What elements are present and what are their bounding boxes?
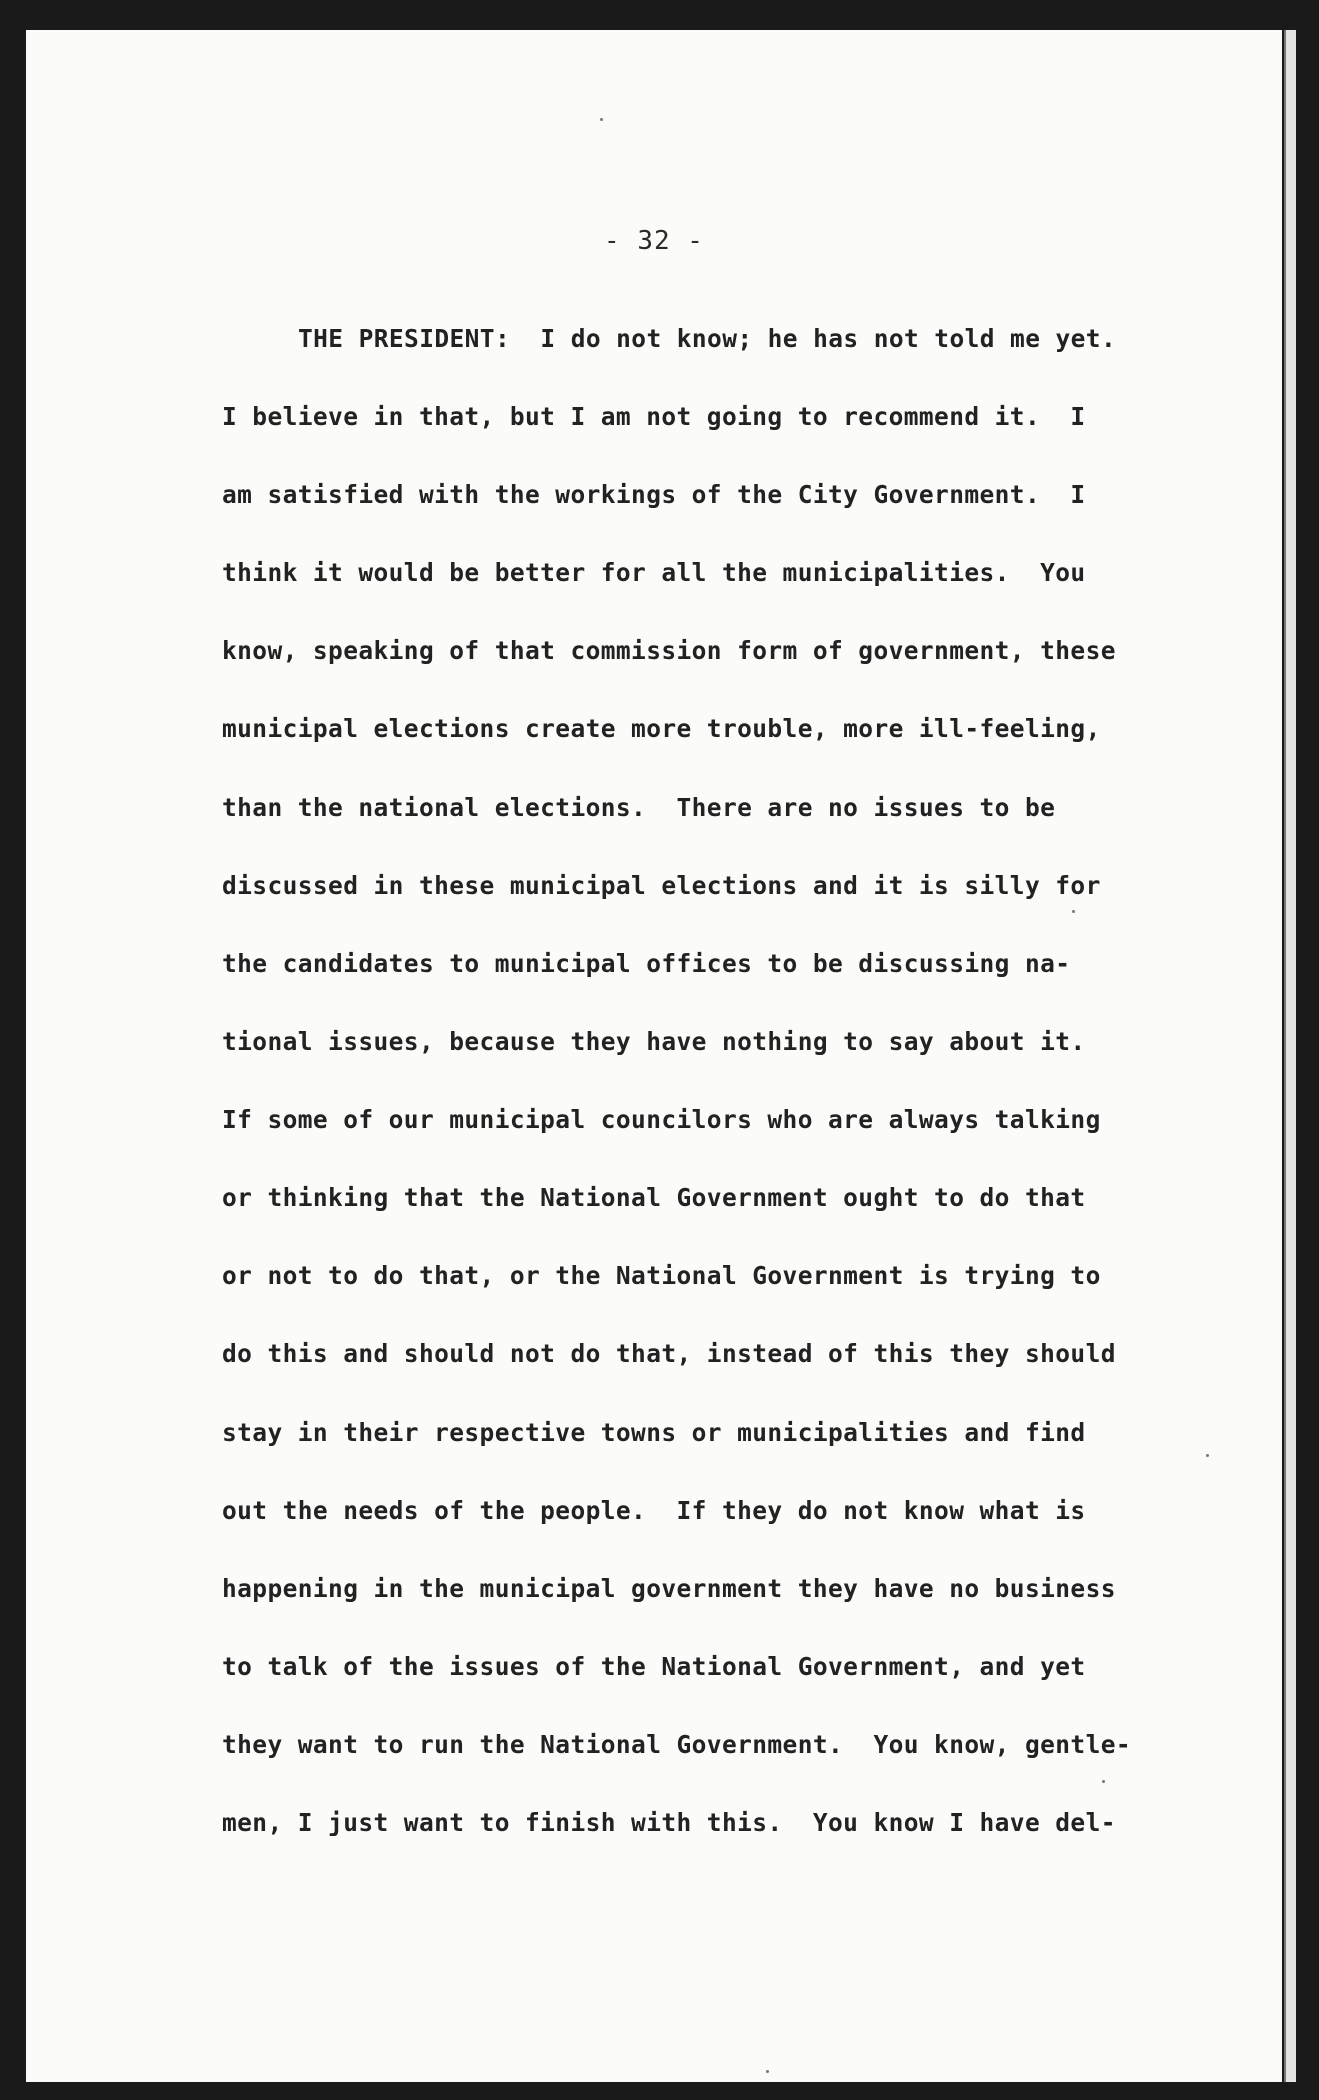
- text-line: am satisfied with the workings of the City Government. I: [222, 480, 1086, 509]
- text-line: know, speaking of that commission form of government, these: [222, 636, 1116, 665]
- paper-speck: [1072, 910, 1075, 913]
- text-line: out the needs of the people. If they do not know what is: [222, 1496, 1086, 1525]
- text-line: municipal elections create more trouble, more ill-feeling,: [222, 714, 1101, 743]
- text-line: to talk of the issues of the National Government, and yet: [222, 1652, 1086, 1681]
- text-line: happening in the municipal government they have no business: [222, 1574, 1116, 1603]
- paper-speck: [1102, 1780, 1105, 1783]
- page-edge: [1284, 30, 1296, 2082]
- text-line: than the national elections. There are no issues to be: [222, 793, 1056, 822]
- text-line: men, I just want to finish with this. You know I have del-: [222, 1808, 1116, 1837]
- text-line: THE PRESIDENT: I do not know; he has not told me yet.: [298, 324, 1117, 353]
- text-line: stay in their respective towns or municipalities and find: [222, 1418, 1086, 1447]
- text-line: or not to do that, or the National Government is trying to: [222, 1261, 1101, 1290]
- transcript-body: [26, 30, 1282, 2082]
- paper-speck: [1206, 1454, 1209, 1457]
- text-line: the candidates to municipal offices to be discussing na-: [222, 949, 1071, 978]
- paper-speck: [766, 2070, 769, 2073]
- document-page: [26, 30, 1282, 2082]
- text-line: or thinking that the National Government ought to do that: [222, 1183, 1086, 1212]
- text-line: tional issues, because they have nothing to say about it.: [222, 1027, 1086, 1056]
- text-line: If some of our municipal councilors who are always talking: [222, 1105, 1101, 1134]
- page-number: - 32 -: [604, 226, 704, 256]
- text-line: think it would be better for all the municipalities. You: [222, 558, 1086, 587]
- text-line: I believe in that, but I am not going to recommend it. I: [222, 402, 1086, 431]
- text-line: do this and should not do that, instead of this they should: [222, 1339, 1116, 1368]
- paper-speck: [600, 118, 603, 121]
- text-line: discussed in these municipal elections and it is silly for: [222, 871, 1101, 900]
- text-line: they want to run the National Government. You know, gentle-: [222, 1730, 1132, 1759]
